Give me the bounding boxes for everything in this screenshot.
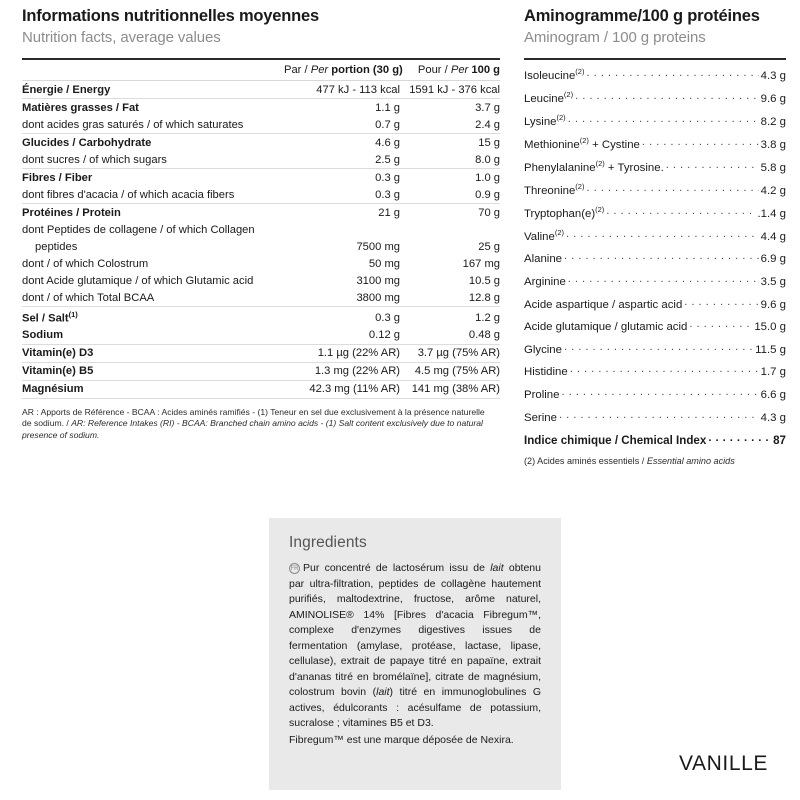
aminogram-row-name: Methionine$^{(2)}$ + Cystine (524, 136, 640, 151)
aminogram-title-en: Aminogram / 100 g proteins (524, 28, 706, 46)
nutrition-value-per-100g: 2.4 g (400, 116, 500, 134)
chemical-index-row (524, 428, 786, 452)
nutrition-row-label: Énergie / Energy (22, 81, 284, 99)
aminogram-row (524, 247, 786, 270)
aminogram-footnote-fr: (2) Acides aminés essentiels / (524, 456, 647, 467)
footnote-marker: (2) (554, 228, 564, 238)
nutrition-row-label: Vitamin(e) B5 (22, 362, 284, 380)
column-header-label (22, 59, 284, 81)
aminogram-list (524, 58, 786, 451)
per-100-ital: Per (450, 64, 469, 77)
nutrition-row-label: Matières grasses / Fat (22, 101, 139, 114)
aminogram-row (524, 315, 786, 338)
aminogram-row-name: Lysine$^{(2)}$ (524, 113, 566, 128)
aminogram-row-value: 1.7 g (760, 366, 786, 379)
footnote-marker: (2) (579, 136, 589, 146)
nutrition-row-label: dont acides gras saturés / of which saturates (22, 116, 284, 134)
per-100-pre: Pour / (417, 64, 448, 77)
leader-dots (559, 409, 759, 420)
ingredients-text (289, 561, 541, 732)
footnote-marker: (2) (575, 67, 585, 77)
nutrition-row-label: peptides (35, 240, 78, 253)
nutrition-value-per-portion: 4.6 g (375, 136, 400, 149)
aminogram-footnote-en: Essential amino acids (646, 456, 735, 467)
column-header-per-portion (284, 59, 403, 81)
aminogram-row-suffix: + Tyrosine. (604, 161, 664, 174)
ingredients-trademark-note: Fibregum™ est une marque déposée de Nexira. (289, 733, 514, 746)
nutrition-value-per-100g: 1.2 g (475, 312, 500, 325)
aminogram-panel (524, 6, 786, 468)
aminogram-row-value: 4.4 g (760, 230, 786, 243)
aminogram-row-value: 3.5 g (760, 276, 786, 289)
nutrition-row-label: Fibres / Fiber (22, 171, 93, 184)
per-portion-bold: portion (30 g) (331, 64, 403, 77)
nutrition-value-per-100g: 0.9 g (400, 186, 500, 204)
aminogram-row-name: Threonine$^{(2)}$ (524, 182, 585, 197)
aminogram-row-value: 9.6 g (760, 93, 786, 105)
nutrition-footnote-fr: AR : Apports de Référence - BCAA : Acides aminés ramifiés - (1) Teneur en sel due exclusivement à la présence naturelle de sodium. / (22, 406, 485, 429)
nutrition-row (22, 255, 500, 272)
nutrition-value-per-100g: 141 mg (38% AR) (400, 380, 500, 398)
leader-dots (586, 183, 758, 194)
aminogram-row-name: Phenylalanine$^{(2)}$ + Tyrosine. (524, 159, 664, 174)
leader-dots (568, 114, 759, 125)
nutrition-value-per-portion: 3100 mg (356, 274, 400, 287)
aminogram-row (524, 292, 786, 315)
aminogram-row-name: Proline (524, 388, 560, 401)
nutrition-value-per-100g: 12.8 g (400, 289, 500, 307)
nutrition-row (22, 116, 500, 134)
aminogram-row (524, 178, 786, 201)
nutrition-value-per-portion: 1.3 mg (22% AR) (284, 362, 400, 380)
flavor-label: VANILLE (678, 752, 768, 775)
chemical-index-label: Indice chimique / Chemical Index (524, 434, 707, 448)
nutrition-value-per-portion: 21 g (378, 206, 400, 219)
nutrition-value-per-100g: 70 g (478, 206, 500, 219)
nutrition-row-label: dont Peptides de collagene / of which Collagen (22, 223, 255, 236)
leader-dots (684, 296, 758, 307)
nutrition-value-per-portion: 0.12 g (284, 327, 400, 345)
footnote-marker: (2) (556, 113, 566, 123)
nutrition-row (22, 204, 500, 222)
aminogram-row (524, 270, 786, 293)
nutrition-row (22, 186, 500, 204)
nutrition-row-label: Protéines / Protein (22, 206, 121, 219)
aminogram-row-name: Acide glutamique / glutamic acid (524, 321, 688, 334)
nutrition-row-label: dont sucres / of which sugars (22, 151, 284, 169)
leader-dots (570, 364, 759, 375)
nutrition-value-per-portion (284, 221, 400, 238)
aminogram-row-value: 15.0 g (754, 321, 786, 334)
aminogram-row-suffix: + Cystine (588, 138, 640, 151)
nutrition-title-en: Nutrition facts, average values (22, 28, 221, 46)
ingredients-title: Ingredients (289, 534, 367, 551)
aminogram-row (524, 86, 786, 109)
leader-dots (568, 274, 759, 285)
leader-dots (708, 433, 771, 445)
nutrition-value-per-portion: 1.1 g (375, 101, 400, 114)
aminogram-row-value: 4.3 g (760, 70, 786, 83)
aminogram-row (524, 155, 786, 178)
leader-dots (566, 229, 759, 240)
leader-dots (564, 341, 753, 352)
aminogram-footnote (524, 456, 786, 468)
nutrition-footnote-en: AR: Reference Intakes (RI) - BCAA: Branched chain amino acids - (1) Salt content exclusively due to natural presence of sodium. (22, 418, 483, 441)
nutrition-row (22, 307, 500, 327)
aminogram-row-value: 5.8 g (760, 161, 786, 174)
nutrition-value-per-100g: 8.0 g (400, 151, 500, 169)
nutrition-footnote (22, 407, 492, 442)
nutrition-value-per-100g: 25 g (478, 240, 500, 253)
nutrition-row-label: Vitamin(e) D3 (22, 344, 284, 362)
column-header-per-100g (400, 59, 500, 81)
nutrition-row (22, 289, 500, 307)
leader-dots (575, 91, 759, 102)
aminogram-row (524, 382, 786, 405)
footnote-marker: (2) (563, 90, 574, 100)
aminogram-row-value: 11.5 g (755, 343, 786, 356)
aminogram-title-fr: Aminogramme/100 g protéines (524, 7, 760, 25)
aminogram-row-value: 9.6 g (760, 298, 786, 311)
nutrition-row (22, 327, 500, 345)
nutrition-value-per-portion: 2.5 g (284, 151, 400, 169)
aminogram-row (524, 201, 786, 224)
nutrition-value-per-100g: 167 mg (462, 257, 500, 270)
ingredients-allergen-milk-2: lait (376, 686, 390, 699)
nutrition-value-per-portion: 3800 mg (284, 289, 400, 307)
nutrition-row (22, 362, 500, 380)
nutrition-panel (22, 6, 500, 442)
nutrition-row (22, 134, 500, 152)
nutrition-value-per-portion: 50 mg (368, 257, 400, 270)
nutrition-row-label: Magnésium (22, 380, 284, 398)
chemical-index-value: 87 (773, 434, 786, 448)
aminogram-row-value: .1.4 g (757, 207, 786, 220)
nutrition-row (22, 344, 500, 362)
aminogram-row (524, 63, 786, 86)
aminogram-row-name: Histidine (524, 366, 568, 379)
nutrition-table (22, 58, 500, 399)
nutrition-row (22, 151, 500, 169)
nutrition-value-per-100g: 15 g (478, 136, 500, 149)
aminogram-row-value: 8.2 g (760, 115, 786, 128)
ingredients-part1: Pur concentré de lactosérum issu de (303, 562, 491, 574)
nutrition-row (22, 81, 500, 99)
nutrition-value-per-100g: 1.0 g (475, 171, 500, 184)
nutrition-row (22, 238, 500, 255)
nutrition-row-label: Sel / Salt$^{(1)}$ (22, 309, 78, 325)
aminogram-row-name: Acide aspartique / aspartic acid (524, 298, 683, 311)
nutrition-value-per-100g: 1591 kJ - 376 kcal (400, 81, 500, 99)
nutrition-row (22, 272, 500, 289)
aminogram-row-value: 6.6 g (760, 388, 786, 401)
nutrition-row-label: Glucides / Carbohydrate (22, 136, 152, 149)
leader-dots (564, 251, 759, 262)
footnote-marker: (2) (575, 182, 585, 192)
aminogram-row-value: 3.8 g (760, 138, 786, 151)
aminogram-row-name: Isoleucine$^{(2)}$ (524, 67, 585, 83)
per-100-bold: 100 g (471, 64, 500, 77)
nutrition-row (22, 169, 500, 187)
aminogram-row-value: 4.3 g (760, 411, 786, 424)
ingredients-part2: obtenu par ultra-filtration, peptides de collagène hautement purifiés, maltodextrine, fructose, arôme naturel, AMINOLISE® 14% [Fibres d'acacia Fibregum™, complexe d'enzymes digestives issues de fermentation (amylase, protéase, lactase, lipase, cellulase), extrait de papaye titré en papaïne, extrait d'ananas titré en bromélaïne], citrate de magnésium, colostrum bovin ( (289, 562, 541, 699)
nutrition-row-label: dont fibres d'acacia / of which acacia fibers (22, 186, 284, 204)
aminogram-row-value: 4.2 g (760, 184, 786, 197)
per-portion-pre: Par / (284, 64, 308, 77)
aminogram-row-name: Arginine (524, 276, 566, 289)
nutrition-value-per-portion: 1.1 µg (22% AR) (284, 344, 400, 362)
aminogram-row-value: 6.9 g (760, 253, 786, 266)
footnote-marker: (2) (595, 205, 605, 215)
per-portion-ital: Per (310, 64, 329, 77)
nutrition-value-per-portion: 7500 mg (356, 240, 400, 253)
nutrition-row (22, 380, 500, 398)
nutrition-row (22, 221, 500, 238)
aminogram-row-name: Leucine$^{(2)}$ (524, 90, 574, 105)
nutrition-row-label: dont / of which Colostrum (22, 257, 149, 270)
nutrition-title-fr: Informations nutritionnelles moyennes (22, 7, 319, 25)
aminogram-row (524, 337, 786, 360)
ingredients-allergen-milk-1: lait (490, 562, 504, 574)
nutrition-value-per-portion: 0.3 g (284, 186, 400, 204)
nutrition-value-per-100g: 10.5 g (468, 274, 500, 287)
aminogram-row-name: Alanine (524, 253, 562, 266)
leader-dots (642, 137, 759, 148)
leader-dots (689, 319, 752, 330)
leader-dots (561, 387, 758, 398)
nutrition-value-per-100g: 4.5 mg (75% AR) (400, 362, 500, 380)
aminogram-row (524, 360, 786, 383)
nutrition-row-label: Sodium (22, 327, 284, 345)
aminogram-row-name: Valine$^{(2)}$ (524, 228, 564, 243)
nutrition-row-label: dont / of which Total BCAA (22, 289, 284, 307)
nutrition-value-per-portion: 0.3 g (375, 171, 400, 184)
aminogram-row (524, 405, 786, 428)
footnote-marker: (2) (595, 159, 605, 169)
nutrition-row-label: dont Acide glutamique / of which Glutamic acid (22, 274, 254, 287)
aminogram-row-name: Serine (524, 411, 557, 424)
aminogram-row-name: $Tryptophan(e)^{(2)}$ (524, 205, 605, 220)
leader-dots (666, 160, 759, 171)
aminogram-row-name: Glycine (524, 343, 562, 356)
aminogram-row (524, 132, 786, 155)
nutrition-value-per-portion: 0.7 g (284, 116, 400, 134)
nutrition-value-per-100g: 3.7 µg (75% AR) (400, 344, 500, 362)
leader-dots (606, 206, 755, 217)
nutrition-value-per-100g: 0.48 g (400, 327, 500, 345)
aminogram-row (524, 109, 786, 132)
nutrition-value-per-100g: 3.7 g (475, 101, 500, 114)
aminogram-row (524, 224, 786, 247)
nutrition-value-per-portion: 477 kJ - 113 kcal (284, 81, 400, 99)
nutrition-value-per-portion: 0.3 g (375, 312, 400, 325)
leader-dots (586, 68, 758, 79)
footnote-marker: (1) (68, 309, 78, 319)
nutrition-row (22, 99, 500, 117)
nutrition-value-per-100g (400, 221, 500, 238)
nutrition-table-header (22, 59, 500, 81)
ingredients-panel (269, 518, 561, 790)
ingredients-part3: ) titré en immunoglobulines G actives, édulcorants : acésulfame de potassium, sucralose ; vitamines B5 et D3. (289, 686, 541, 730)
fr-country-badge-icon: FR (289, 563, 300, 574)
nutrition-value-per-portion: 42.3 mg (11% AR) (284, 380, 400, 398)
